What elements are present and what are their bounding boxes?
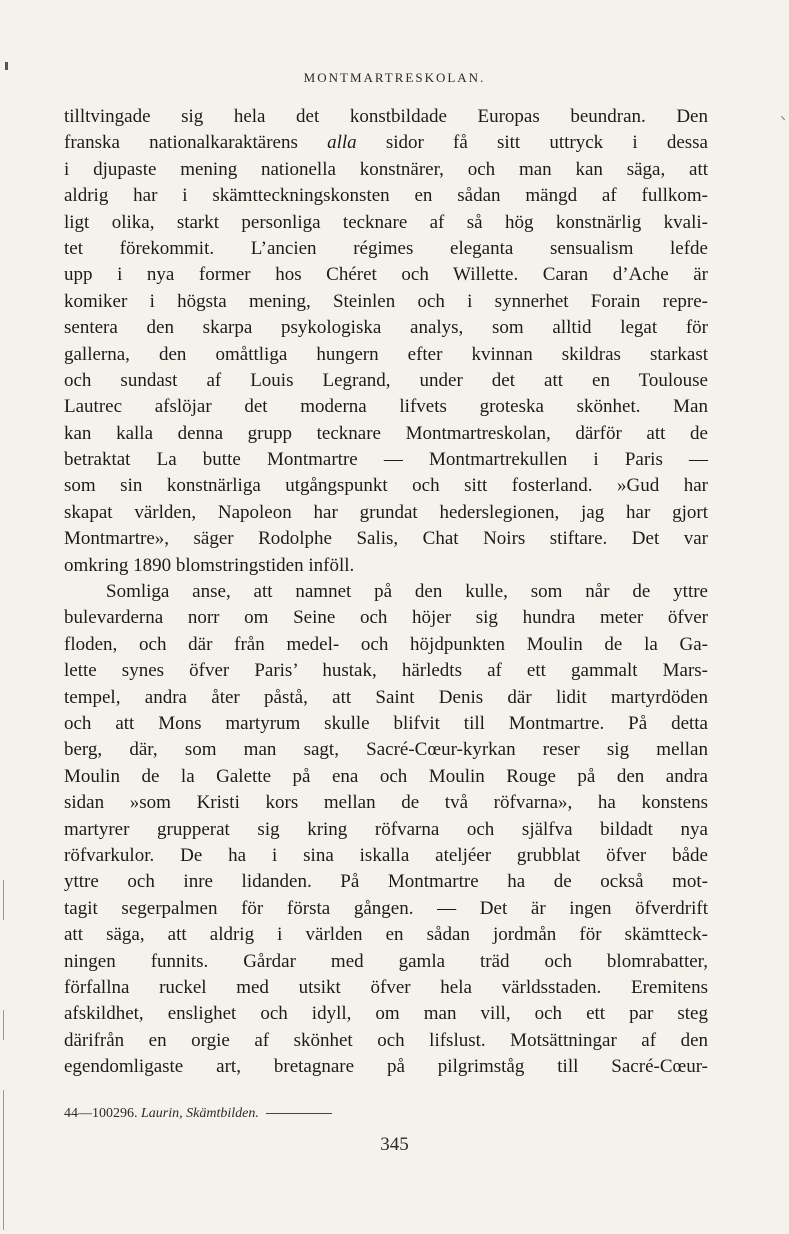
text-line: Moulin de la Galette på ena och Moulin Rouge på den andra xyxy=(64,765,708,787)
signature-title: Laurin, Skämtbilden. xyxy=(141,1106,259,1121)
text-segment: franska nationalkaraktärens xyxy=(64,132,328,154)
text-line: lette synes öfver Paris’ hustak, härledts af ett gammalt Mars- xyxy=(64,660,708,682)
text-line: Somliga anse, att namnet på den kulle, som når de yttre xyxy=(106,581,708,603)
printer-signature xyxy=(64,1106,332,1122)
text-line: i djupaste mening nationella konstnärer, och man kan säga, att xyxy=(64,158,708,180)
text-line: berg, där, som man sagt, Sacré-Cœur-kyrkan reser sig mellan xyxy=(64,739,708,761)
text-line: bulevarderna norr om Seine och höjer sig hundra meter öfver xyxy=(64,607,708,629)
text-line: tempel, andra åter påstå, att Saint Denis där lidit martyrdöden xyxy=(64,686,708,708)
text-line: aldrig har i skämtteckningskonsten en sådan mängd af fullkom- xyxy=(64,185,708,207)
text-line: ligt olika, starkt personliga tecknare af så hög konstnärlig kvali- xyxy=(64,211,708,233)
text-line: martyrer grupperat sig kring röfvarna och själfva bildadt nya xyxy=(64,818,708,840)
text-line: komiker i högsta mening, Steinlen och i synnerhet Forain repre- xyxy=(64,290,708,312)
text-segment: sidor få sitt uttryck i dessa xyxy=(356,132,708,154)
text-line: och sundast af Louis Legrand, under det att en Toulouse xyxy=(64,369,708,391)
margin-mark xyxy=(781,113,789,121)
text-line: floden, och där från medel- och höjdpunkten Moulin de la Ga- xyxy=(64,633,708,655)
text-line: sidan »som Kristi kors mellan de två röfvarna», ha konstens xyxy=(64,792,708,814)
text-line: sentera den skarpa psykologiska analys, som alltid legat för xyxy=(64,317,708,339)
text-line: därifrån en orgie af skönhet och lifslust. Motsättningar af den xyxy=(64,1029,708,1051)
text-line: yttre och inre lidanden. På Montmartre ha de också mot- xyxy=(64,871,708,893)
text-line: förfallna ruckel med utsikt öfver hela världsstaden. Eremitens xyxy=(64,976,708,998)
signature-rule xyxy=(266,1113,332,1114)
text-line: afskildhet, enslighet och idyll, om man vill, och ett par steg xyxy=(64,1003,708,1025)
text-line: kan kalla denna grupp tecknare Montmartreskolan, därför att de xyxy=(64,422,708,444)
text-line: upp i nya former hos Chéret och Willette. Caran d’Ache är xyxy=(64,264,708,286)
body-text xyxy=(64,104,708,1080)
text-line: omkring 1890 blomstringstiden inföll. xyxy=(64,554,355,576)
margin-mark xyxy=(5,62,8,70)
text-line: egendomligaste art, bretagnare på pilgrimståg till Sacré-Cœur- xyxy=(64,1056,708,1078)
page-number: 345 xyxy=(380,1134,409,1155)
text-line: gallerna, den omåttliga hungern efter kvinnan skildras starkast xyxy=(64,343,708,365)
page-edge-line xyxy=(3,1010,4,1040)
text-line: betraktat La butte Montmartre — Montmartrekullen i Paris — xyxy=(64,449,708,471)
emphasized-word: alla xyxy=(327,132,357,154)
text-line: att säga, att aldrig i världen en sådan jordmån för skämtteck- xyxy=(64,924,708,946)
text-line: som sin konstnärliga utgångspunkt och sitt fosterland. »Gud har xyxy=(64,475,708,497)
text-line: Lautrec afslöjar det moderna lifvets groteska skönhet. Man xyxy=(64,396,708,418)
text-line: skapat världen, Napoleon har grundat hederslegionen, jag har gjort xyxy=(64,501,708,523)
text-line: tilltvingade sig hela det konstbildade Europas beundran. Den xyxy=(64,106,708,127)
signature-prefix: 44—100296. xyxy=(64,1106,138,1121)
text-line: ningen funnits. Gårdar med gamla träd och blomrabatter, xyxy=(64,950,708,972)
text-line: och att Mons martyrum skulle blifvit till Montmartre. På detta xyxy=(64,712,708,734)
text-line: röfvarkulor. De ha i sina iskalla ateljéer grubblat öfver både xyxy=(64,844,708,866)
text-line: tet förekommit. L’ancien régimes eleganta sensualism lefde xyxy=(64,237,708,259)
text-line xyxy=(64,130,708,156)
page-edge-line xyxy=(3,880,4,920)
running-header: MONTMARTRESKOLAN. xyxy=(303,70,486,85)
text-line: Montmartre», säger Rodolphe Salis, Chat Noirs stiftare. Det var xyxy=(64,528,708,550)
page-edge-line xyxy=(3,1090,4,1230)
text-line: tagit segerpalmen för första gången. — Det är ingen öfverdrift xyxy=(64,897,708,919)
